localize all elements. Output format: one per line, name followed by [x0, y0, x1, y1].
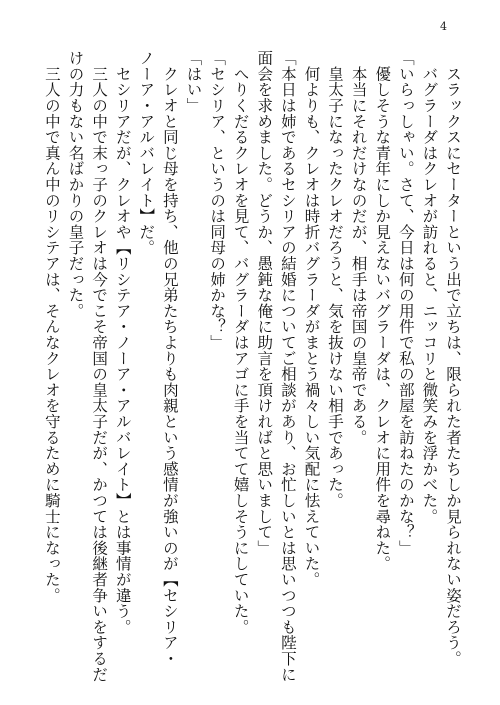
text-line: バグラーダはクレオが訪れると、ニッコリと微笑みを浮かべた。	[420, 50, 439, 524]
text-line: 本当にそれだけなのだが、相手は帝国の皇帝である。	[349, 50, 368, 445]
text-line: セシリアだが、クレオや【リシテア・ノーア・アルバレイト】とは事情が違う。	[113, 50, 132, 635]
text-line: スラックスにセーターという出で立ちは、限られた者たちしか見られない姿だろう。	[444, 50, 462, 667]
text-line: 面会を求めました。どうか、愚鈍な俺に助言を頂ければと思いまして」	[255, 50, 274, 556]
text-line: 「はい」	[184, 50, 203, 114]
text-line: へりくだるクレオを見て、バグラーダはアゴに手を当てて嬉しそうにしていた。	[231, 50, 250, 635]
text-line: 三人の中で末っ子のクレオは今でこそ帝国の皇太子だが、かつては後継者争いをするだ	[90, 50, 109, 682]
text-line: 「本日は姉であるセシリアの結婚についてご相談があり、お忙しいとは思いつつも陛下に	[278, 50, 297, 682]
text-line: 三人の中で真ん中のリシテアは、そんなクレオを守るために騎士になった。	[42, 50, 61, 603]
text-line: 何よりも、クレオは時折バグラーダがまとう禍々しい気配に怯えていた。	[302, 50, 321, 588]
text-line: 「いらっしゃい。さて、今日は何の用件で私の部屋を訪ねたのかな？」	[396, 50, 415, 556]
vertical-text-block	[39, 50, 464, 690]
page-number: 4	[440, 20, 447, 33]
text-line: ノーア・アルバレイト】だ。	[137, 50, 156, 256]
text-line: けの力もない名ばかりの皇子だった。	[66, 50, 85, 319]
text-line: 皇太子になったクレオだろうと、気を抜けない相手であった。	[326, 50, 345, 509]
text-line: 優しそうな青年にしか見えないバグラーダは、クレオに用件を尋ねた。	[373, 50, 392, 572]
text-line: 「セシリア、というのは同母の姉かな？」	[208, 50, 227, 351]
text-line: クレオと同じ母を持ち、他の兄弟たちよりも肉親という感情が強いのが【セシリア・	[160, 50, 179, 667]
